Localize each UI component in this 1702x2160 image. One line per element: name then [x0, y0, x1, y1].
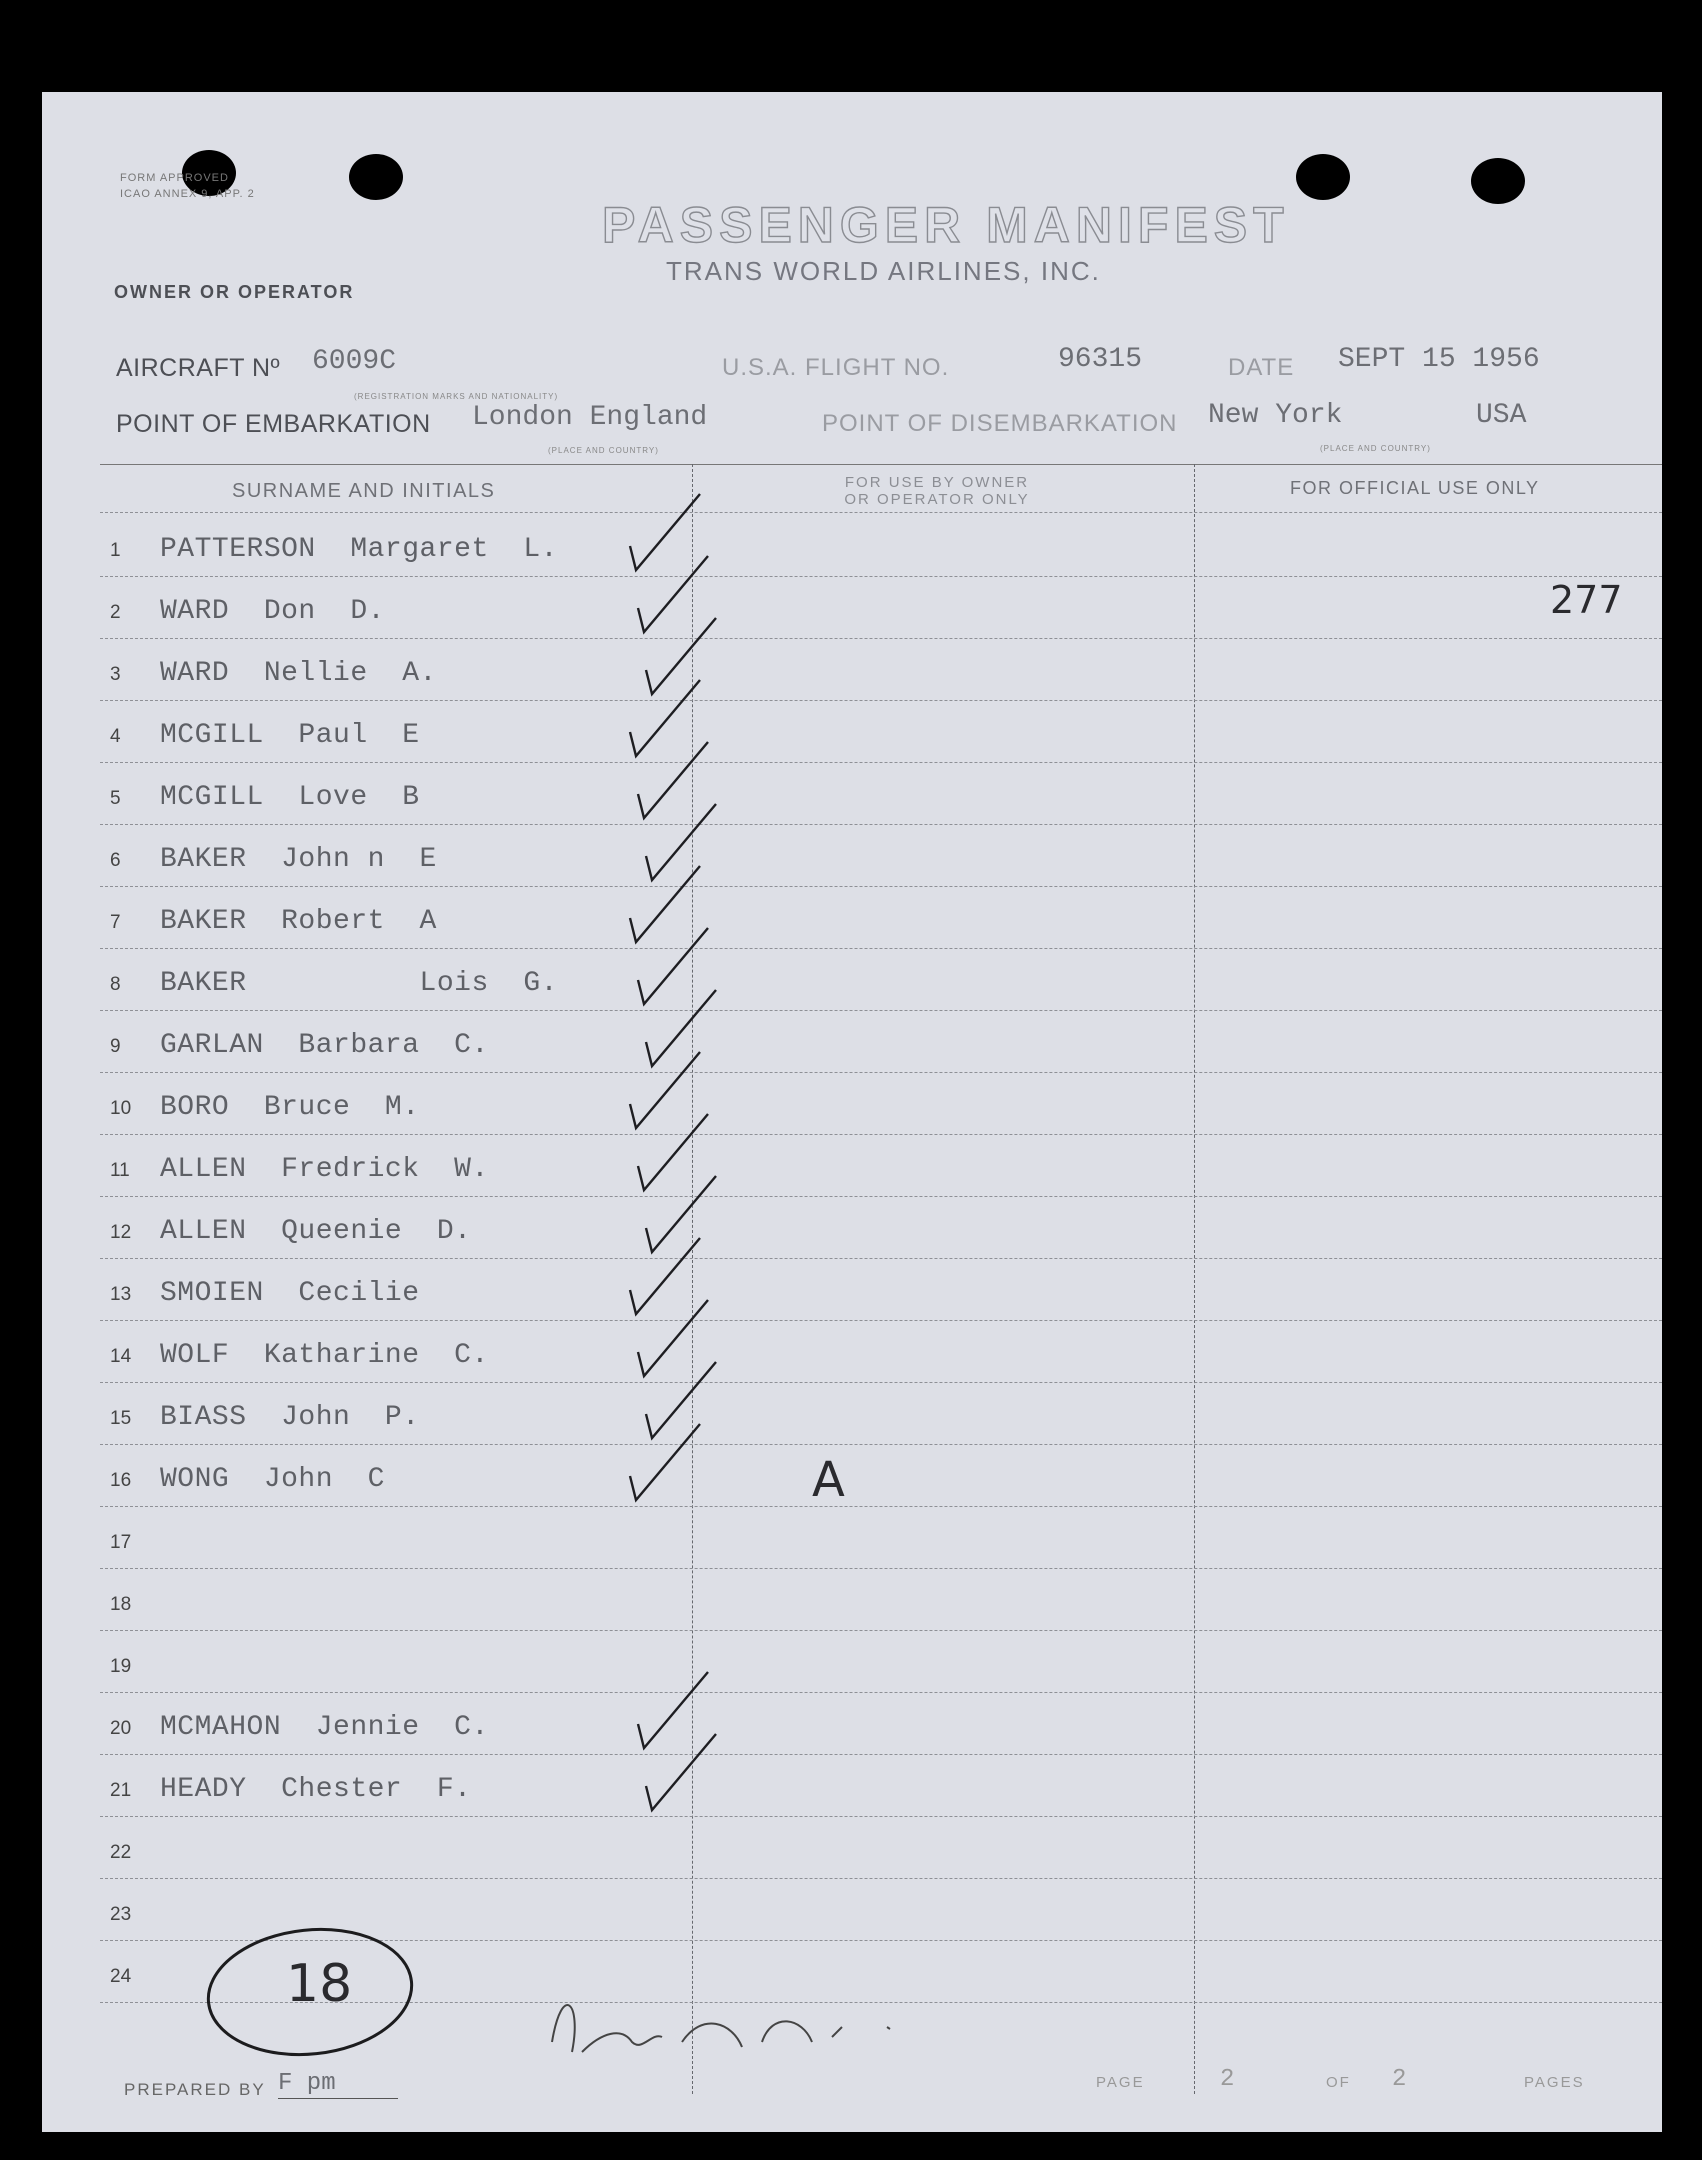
page-label: PAGE	[1096, 2074, 1145, 2091]
check-mark	[630, 1424, 700, 1500]
aircraft-number: 6009C	[312, 346, 397, 377]
passenger-name: GARLAN Barbara C.	[160, 1030, 489, 1061]
row-number: 20	[110, 1718, 132, 1739]
column-header-official-use: FOR OFFICIAL USE ONLY	[1290, 478, 1540, 498]
passenger-name: PATTERSON Margaret L.	[160, 534, 558, 565]
row-number: 22	[110, 1842, 132, 1863]
row-number: 4	[110, 726, 121, 747]
row-number: 18	[110, 1594, 132, 1615]
official-use-number: 277	[1550, 578, 1623, 622]
passenger-count: 18	[286, 1954, 353, 2014]
check-mark	[646, 804, 716, 880]
passenger-name: WARD Don D.	[160, 596, 385, 627]
flight-number: 96315	[1058, 344, 1143, 375]
row-number: 14	[110, 1346, 132, 1367]
row-number: 21	[110, 1780, 132, 1801]
disembarkation-country: USA	[1476, 400, 1527, 431]
disembarkation-label: POINT OF DISEMBARKATION	[822, 410, 1178, 437]
row-number: 24	[110, 1966, 132, 1987]
check-mark	[638, 928, 708, 1004]
check-mark	[646, 1362, 716, 1438]
aircraft-label: AIRCRAFT Nº	[116, 354, 281, 382]
prepared-by-value: F pm	[278, 2070, 336, 2097]
row-number: 2	[110, 602, 121, 623]
form-code-line-2: ICAO ANNEX 9, APP. 2	[120, 188, 255, 200]
row-number: 19	[110, 1656, 132, 1677]
disembarkation-value: New York	[1208, 400, 1343, 431]
passenger-name: BORO Bruce M.	[160, 1092, 420, 1123]
row-number: 13	[110, 1284, 132, 1305]
passenger-name: MCMAHON Jennie C.	[160, 1712, 489, 1743]
check-mark	[630, 494, 700, 570]
row-number: 23	[110, 1904, 132, 1925]
disembark-caption: (PLACE AND COUNTRY)	[1320, 444, 1431, 453]
passenger-name: ALLEN Queenie D.	[160, 1216, 472, 1247]
row-number: 10	[110, 1098, 132, 1119]
row-number: 6	[110, 850, 121, 871]
check-mark	[630, 866, 700, 942]
passenger-name: BAKER John n E	[160, 844, 437, 875]
check-mark	[630, 680, 700, 756]
passenger-name: BAKER Robert A	[160, 906, 437, 937]
check-mark	[638, 1114, 708, 1190]
row-number: 17	[110, 1532, 132, 1553]
of-label: OF	[1326, 2074, 1351, 2091]
row-number: 5	[110, 788, 121, 809]
check-mark	[646, 1176, 716, 1252]
page-number: 2	[1220, 2066, 1235, 2093]
handwritten-mark: A	[812, 1452, 845, 1508]
row-number: 7	[110, 912, 121, 933]
check-mark	[646, 618, 716, 694]
passenger-name: BIASS John P.	[160, 1402, 420, 1433]
row-number: 3	[110, 664, 121, 685]
passenger-name: MCGILL Love B	[160, 782, 420, 813]
row-number: 8	[110, 974, 121, 995]
date-label: DATE	[1228, 354, 1295, 381]
aircraft-caption: (REGISTRATION MARKS AND NATIONALITY)	[354, 392, 559, 401]
embark-caption: (PLACE AND COUNTRY)	[548, 446, 659, 455]
passenger-name: WARD Nellie A.	[160, 658, 437, 689]
prepared-by-label: PREPARED BY	[124, 2080, 266, 2099]
check-mark	[646, 1734, 716, 1810]
check-mark	[638, 1672, 708, 1748]
passenger-name: ALLEN Fredrick W.	[160, 1154, 489, 1185]
embarkation-label: POINT OF EMBARKATION	[116, 410, 431, 438]
airline-name: TRANS WORLD AIRLINES, INC.	[666, 256, 1101, 286]
row-number: 9	[110, 1036, 121, 1057]
prepared-by-line	[278, 2098, 398, 2099]
owner-operator-label: OWNER OR OPERATOR	[114, 282, 355, 302]
passenger-name: WOLF Katharine C.	[160, 1340, 489, 1371]
check-mark	[638, 556, 708, 632]
row-number: 15	[110, 1408, 132, 1429]
signature-scribble	[552, 2005, 890, 2052]
check-mark	[638, 1300, 708, 1376]
page-total: 2	[1392, 2066, 1407, 2093]
check-marks	[630, 494, 716, 1810]
check-mark	[630, 1052, 700, 1128]
embarkation-value: London England	[472, 402, 708, 433]
column-header-owner-use: FOR USE BY OWNER OR OPERATOR ONLY	[844, 474, 1030, 508]
manifest-sheet	[42, 92, 1662, 2132]
flight-number-label: U.S.A. FLIGHT NO.	[722, 354, 950, 381]
passenger-name: SMOIEN Cecilie	[160, 1278, 420, 1309]
check-mark	[630, 1238, 700, 1314]
document-title: PASSENGER MANIFEST	[602, 197, 1290, 253]
column-header-surname: SURNAME AND INITIALS	[232, 480, 496, 502]
date-value: SEPT 15 1956	[1338, 344, 1540, 375]
passenger-name: BAKER Lois G.	[160, 968, 558, 999]
row-number: 11	[110, 1160, 130, 1181]
handwriting-layer	[42, 92, 1662, 2132]
pages-label: PAGES	[1524, 2074, 1585, 2091]
passenger-name: WONG John C	[160, 1464, 385, 1495]
passenger-name: MCGILL Paul E	[160, 720, 420, 751]
row-number: 16	[110, 1470, 132, 1491]
form-code-line-1: FORM APPROVED	[120, 172, 229, 184]
passenger-name: HEADY Chester F.	[160, 1774, 472, 1805]
row-number: 1	[110, 540, 121, 561]
check-mark	[638, 742, 708, 818]
row-number: 12	[110, 1222, 132, 1243]
check-mark	[646, 990, 716, 1066]
